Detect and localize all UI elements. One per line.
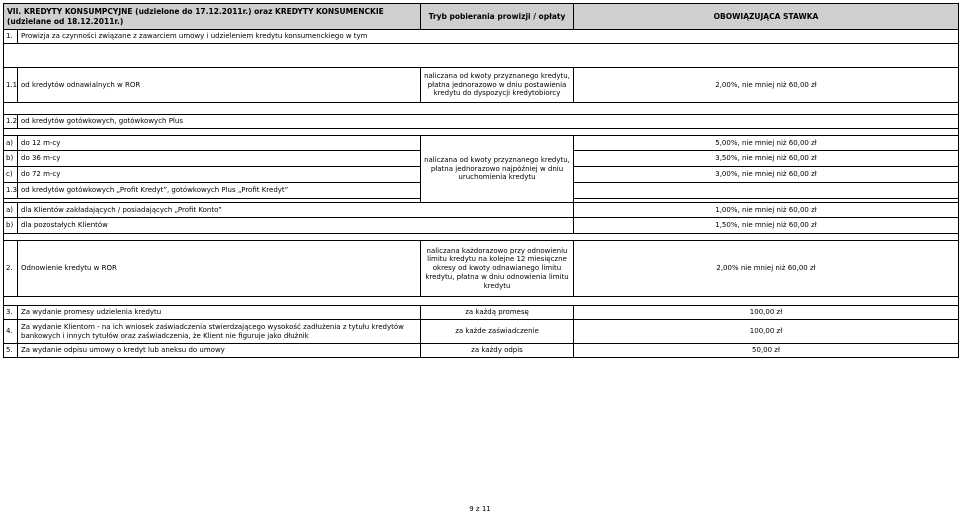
table-row: 1.1 od kredytów odnawialnych w ROR naliczana od kwoty przyznanego kredytu, płatna jednorazowo w dniu postawienia kredytu do dyspozycji kredytobiorcy 2,00%, nie mniej niż 60,00 zł [4,68,959,103]
table-row: 2. Odnowienie kredytu w ROR naliczana każdorazowo przy odnowieniu limitu kredytu na kolejne 12 miesięczne okresy od kwoty odnawianego limitu kredytu, płatna w dniu odnowienia limitu kredytu 2,00% nie mniej niż 60,00 zł [4,241,959,297]
table-row: b) dla pozostałych Klientów 1,50%, nie mniej niż 60,00 zł [4,218,959,234]
table-row: c) do 72 m-cy 3,00%, nie mniej niż 60,00 zł [4,167,959,183]
table-row: 5. Za wydanie odpisu umowy o kredyt lub aneksu do umowy za każdy odpis 50,00 zł [4,344,959,358]
table-row: b) do 36 m-cy 3,50%, nie mniej niż 60,00 zł [4,151,959,167]
table-row: 3. Za wydanie promesy udzielenia kredytu za każdą promesę 100,00 zł [4,306,959,320]
spacer-row [4,129,959,136]
shared-mode-cell: naliczana od kwoty przyznanego kredytu, płatna jednorazowo najpóźniej w dniu uruchomienia kredytu [421,136,574,203]
table-row: 4. Za wydanie Klientom - na ich wniosek zaświadczenia stwierdzającego wysokość zadłużenia z tytułu kredytów bankowych i innych tytułów oraz zaświadczenia, że Klient nie figuruje jako dłużnik za każde zaświadczenie 100,00 zł [4,320,959,344]
mode-column-header: Tryb pobierania prowizji / opłaty [421,4,574,30]
spacer-row [4,297,959,306]
page-number: 9 z 11 [469,505,491,513]
rate-column-header: OBOWIĄZUJĄCA STAWKA [574,4,959,30]
table-header-row [4,4,959,30]
spacer-row [4,44,959,68]
table-row: 1.3 od kredytów gotówkowych „Profit Kredyt”, gotówkowych Plus „Profit Kredyt” [4,183,959,199]
table-row: 1. Prowizja za czynności związane z zawarciem umowy i udzieleniem kredytu konsumenckiego w tym [4,30,959,44]
spacer-row [4,234,959,241]
table-row: a) dla Klientów zakładających / posiadających „Profit Konto” 1,00%, nie mniej niż 60,00 zł [4,203,959,218]
table-row: a) do 12 m-cy naliczana od kwoty przyznanego kredytu, płatna jednorazowo najpóźniej w dniu uruchomienia kredytu 5,00%, nie mniej niż 60,00 zł [4,136,959,151]
fee-table [3,3,959,358]
section-title: VII. KREDYTY KONSUMPCYJNE (udzielone do 17.12.2011r.) oraz KREDYTY KONSUMENCKIE (udzielane od 18.12.2011r.) [4,4,421,30]
spacer-row [4,103,959,115]
table-row: 1.2 od kredytów gotówkowych, gotówkowych Plus [4,115,959,129]
